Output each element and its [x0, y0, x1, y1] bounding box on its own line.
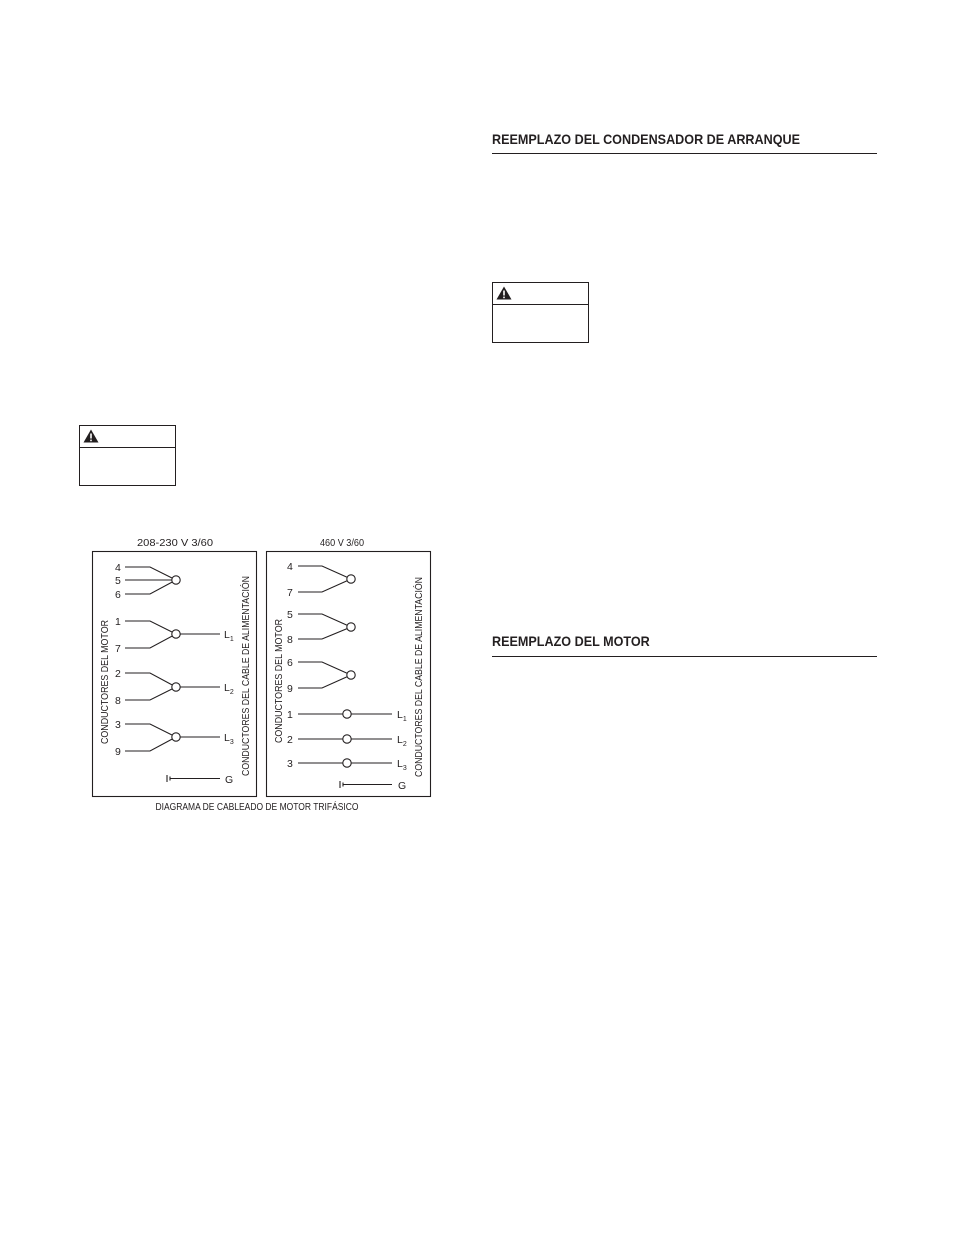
motor-section-heading: REEMPLAZO DEL MOTOR: [492, 633, 650, 649]
left-wire-3: 3: [115, 719, 121, 731]
diagram-caption: DIAGRAMA DE CABLEADO DE MOTOR TRIFÁSICO: [155, 801, 407, 813]
left-wire-8: 8: [115, 695, 121, 707]
left-ground-symbol: [167, 775, 220, 782]
right-ground-symbol: [340, 781, 392, 788]
left-wire-7: 7: [115, 643, 121, 655]
right-wire-6: 6: [287, 657, 293, 669]
left-group-39: [125, 724, 220, 751]
right-ground-label: G: [398, 780, 407, 792]
left-wire-6: 6: [115, 589, 121, 601]
left-wire-9: 9: [115, 746, 121, 758]
left-wire-5: 5: [115, 575, 121, 587]
right-voltage-label: 460 V 3/60: [320, 537, 365, 549]
left-ground-label: G: [225, 774, 234, 786]
right-wire-1: 1: [287, 709, 293, 721]
left-wire-2: 2: [115, 668, 121, 680]
right-wire-8: 8: [287, 634, 293, 646]
right-group-47: [298, 566, 355, 592]
right-line-3: [298, 759, 392, 767]
left-wire-4: 4: [115, 562, 121, 574]
left-line-label-3: $L_3$: [224, 732, 234, 746]
right-line-1: [298, 710, 392, 718]
right-line-label-2: $L_2$: [397, 734, 407, 748]
capacitor-section-heading: REEMPLAZO DEL CONDENSADOR DE ARRANQUE: [492, 131, 801, 147]
right-line-label-3: $L_3$: [397, 758, 407, 772]
left-group-17: [125, 621, 220, 648]
right-wire-3: 3: [287, 758, 293, 770]
right-wire-5: 5: [287, 609, 293, 621]
right-wire-2: 2: [287, 734, 293, 746]
right-wire-9: 9: [287, 683, 293, 695]
left-cable-leads-label: CONDUCTORES DEL CABLE DE ALIMENTACIÓN: [240, 535, 252, 776]
left-group-456: [125, 567, 180, 594]
left-wire-1: 1: [115, 616, 121, 628]
left-voltage-label: 208-230 V 3/60: [137, 537, 214, 549]
right-motor-leads-label: CONDUCTORES DEL MOTOR: [273, 596, 285, 743]
right-group-69: [298, 662, 355, 688]
right-wire-4: 4: [287, 561, 293, 573]
right-line-label-1: $L_1$: [397, 709, 407, 723]
left-group-28: [125, 673, 220, 700]
left-motor-leads-label: CONDUCTORES DEL MOTOR: [99, 597, 111, 744]
right-group-58: [298, 614, 355, 639]
right-line-2: [298, 735, 392, 743]
right-cable-leads-label: CONDUCTORES DEL CABLE DE ALIMENTACIÓN: [413, 536, 425, 777]
left-line-label-1: $L_1$: [224, 629, 234, 643]
right-wire-7: 7: [287, 587, 293, 599]
left-line-label-2: $L_2$: [224, 682, 234, 696]
